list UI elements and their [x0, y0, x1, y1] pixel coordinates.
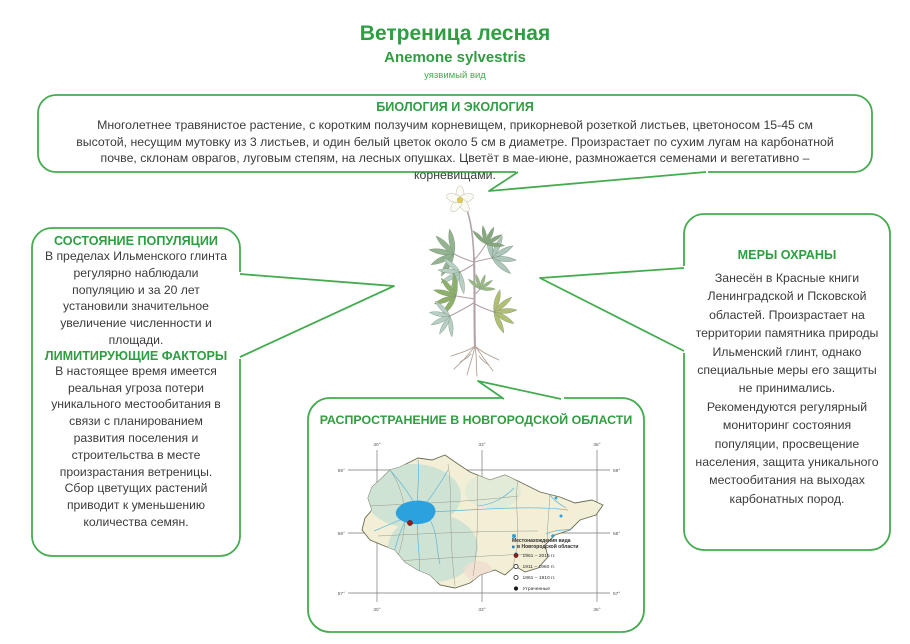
- svg-text:30°: 30°: [373, 443, 381, 448]
- svg-text:1911 – 1960 гг.: 1911 – 1960 гг.: [522, 565, 556, 571]
- legend-marker-filled-red-icon: [514, 553, 518, 557]
- svg-text:57°: 57°: [337, 592, 345, 597]
- population-pointer-tail: [240, 274, 394, 357]
- svg-text:1961 – 2015 гг.: 1961 – 2015 гг.: [522, 554, 556, 560]
- population-heading: СОСТОЯНИЕ ПОПУЛЯЦИИ: [54, 234, 218, 248]
- roots: [451, 346, 499, 376]
- svg-text:36°: 36°: [593, 608, 601, 613]
- svg-text:33°: 33°: [478, 443, 486, 448]
- population-box-content: [44, 234, 228, 531]
- legend-title-line2: в Новгородской области: [517, 544, 579, 551]
- protection-text: Занесён в Красные книги Ленинградской и Псковской областей. Произрастает на территории памятника природы Ильменский глинт, однако специальные меры его защиты не принимались. Рекомендуются регулярный мониторинг состояния популяции, просвещение населения, защита уникального местообитания на выходах карбонатных пород.: [695, 271, 879, 506]
- svg-text:58°: 58°: [613, 532, 621, 537]
- legend-blue-square-icon: [512, 546, 515, 549]
- population-text: В пределах Ильменского глинта регулярно наблюдали популяцию и за 20 лет установили значительное увеличение численности и площади.: [44, 249, 228, 347]
- limiting-factors-heading: ЛИМИТИРУЮЩИЕ ФАКТОРЫ: [44, 348, 228, 363]
- status-label: уязвимый вид: [424, 70, 486, 81]
- svg-text:1861 – 1910 гг.: 1861 – 1910 гг.: [522, 576, 556, 582]
- svg-text:59°: 59°: [613, 469, 621, 474]
- distribution-heading: РАСПРОСТРАНЕНИЕ В НОВГОРОДСКОЙ ОБЛАСТИ: [319, 413, 633, 427]
- map-legend: [512, 538, 578, 592]
- protection-heading: МЕРЫ ОХРАНЫ: [737, 248, 837, 262]
- biology-heading: БИОЛОГИЯ И ЭКОЛОГИЯ: [376, 100, 534, 114]
- biology-text: Многолетнее травянистое растение, с коротким ползучим корневищем, прикорневой розеткой листьев, цветоносом 15-45 см высотой, несущим мутовку из 3 листьев, и один белый цветок около 5 см в диаметре. Произрастает по сухим лугам на карбонатной почве, склонам оврагов, луговым степям, на лесных опушках. Цветёт в мае-июне, размножается семенами и вегетативно – корневищами.: [76, 118, 834, 182]
- distribution-map: [318, 436, 638, 621]
- legend-title-line1: Местонахождения вида: [512, 538, 571, 544]
- svg-text:59°: 59°: [337, 469, 345, 474]
- legend-marker-filled-black-icon: [514, 586, 518, 590]
- svg-text:30°: 30°: [373, 608, 381, 613]
- species-marker-1961-2015: [407, 520, 412, 525]
- svg-text:36°: 36°: [593, 443, 601, 448]
- legend-marker-open-circle-icon: [514, 575, 518, 579]
- svg-text:58°: 58°: [337, 532, 345, 537]
- svg-text:57°: 57°: [613, 592, 621, 597]
- page-title: Ветреница лесная: [359, 22, 551, 45]
- latin-name: Anemone sylvestris: [384, 49, 526, 66]
- legend-marker-open-circle-icon: [514, 564, 518, 568]
- protection-box-content: [694, 248, 880, 508]
- plant-illustration: [420, 184, 530, 380]
- flower: [445, 186, 474, 214]
- svg-text:33°: 33°: [478, 608, 486, 613]
- svg-text:Утраченные: Утраченные: [522, 587, 551, 593]
- limiting-factors-text: В настоящее время имеется реальная угроза потери уникального местообитания в связи с планированием развития поселения и строительства в месте произрастания ветреницы. Сбор цветущих растений приводит к уменьшению количества семян.: [51, 363, 221, 529]
- protection-pointer-tail: [540, 268, 684, 351]
